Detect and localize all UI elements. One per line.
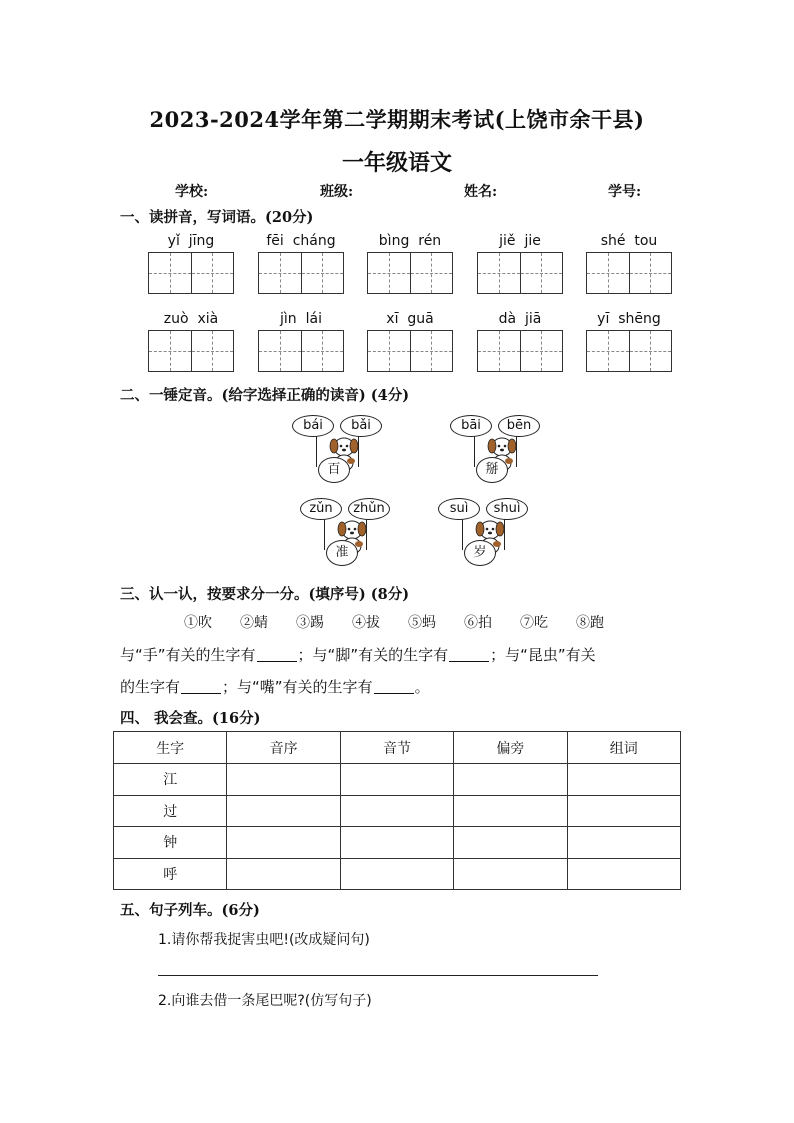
end-period: 。 bbox=[414, 678, 430, 696]
tianzi-cell[interactable] bbox=[630, 331, 672, 371]
tianzi-grid[interactable] bbox=[367, 252, 453, 294]
pinyin-syllable: dà bbox=[498, 311, 517, 327]
pinyin-syllable: jiā bbox=[525, 311, 542, 327]
tianzi-cell[interactable] bbox=[478, 253, 521, 293]
pinyin-label bbox=[475, 233, 565, 249]
answer-cell[interactable] bbox=[567, 827, 680, 859]
class-label: 班级: bbox=[320, 184, 354, 200]
answer-cell[interactable] bbox=[454, 827, 567, 859]
pinyin-choice-bubble[interactable]: shuì bbox=[486, 498, 528, 520]
tianzi-cell[interactable] bbox=[587, 253, 630, 293]
pinyin-label bbox=[584, 311, 674, 327]
pinyin-label bbox=[365, 311, 455, 327]
character-options bbox=[184, 612, 624, 632]
pronunciation-group bbox=[434, 498, 544, 578]
answer-cell[interactable] bbox=[227, 827, 340, 859]
pinyin-syllable: bìng bbox=[378, 233, 410, 249]
insect-prompt-cont: 的生字有 bbox=[120, 678, 181, 696]
classification-line-1 bbox=[120, 644, 596, 665]
pinyin-label bbox=[256, 233, 346, 249]
pinyin-syllable: rén bbox=[418, 233, 442, 249]
pinyin-syllable: shēng bbox=[618, 311, 661, 327]
foot-prompt: ；与“脚”有关的生字有 bbox=[297, 646, 449, 664]
sentence-question-1: 1.请你帮我捉害虫吧!(改成疑问句) bbox=[158, 932, 370, 948]
tianzi-grid[interactable] bbox=[148, 330, 234, 372]
pinyin-syllable: yǐ bbox=[167, 233, 180, 249]
tianzi-grid[interactable] bbox=[148, 252, 234, 294]
pinyin-syllable: jie bbox=[524, 233, 541, 249]
option-2: ②蜻 bbox=[240, 615, 268, 631]
target-character: 准 bbox=[326, 540, 358, 566]
insect-blank[interactable] bbox=[181, 693, 221, 694]
dictionary-lookup-table bbox=[113, 731, 681, 890]
pinyin-label bbox=[584, 233, 674, 249]
header-radical: 偏旁 bbox=[454, 732, 567, 764]
table-row bbox=[114, 858, 681, 890]
answer-cell[interactable] bbox=[567, 858, 680, 890]
pinyin-label bbox=[146, 233, 236, 249]
pinyin-syllable: jìn bbox=[280, 311, 297, 327]
row-char: 江 bbox=[114, 764, 227, 796]
answer-cell[interactable] bbox=[454, 795, 567, 827]
pinyin-syllable: xī bbox=[386, 311, 399, 327]
name-label: 姓名: bbox=[464, 184, 498, 200]
tianzi-grid[interactable] bbox=[367, 330, 453, 372]
answer-cell[interactable] bbox=[567, 764, 680, 796]
exam-subtitle: 一年级语文 bbox=[341, 150, 452, 176]
pinyin-label bbox=[256, 311, 346, 327]
tianzi-cell[interactable] bbox=[521, 253, 563, 293]
tianzi-cell[interactable] bbox=[259, 253, 302, 293]
pinyin-label bbox=[475, 311, 565, 327]
tianzi-cell[interactable] bbox=[259, 331, 302, 371]
tianzi-cell[interactable] bbox=[149, 331, 192, 371]
table-header-row bbox=[114, 732, 681, 764]
balloon-string bbox=[316, 435, 317, 467]
tianzi-grid[interactable] bbox=[477, 252, 563, 294]
section5-title: 五、句子列车。(6分) bbox=[120, 902, 260, 919]
section2-title: 二、一锤定音。(给字选择正确的读音) (4分) bbox=[120, 387, 410, 404]
pinyin-syllable: shé bbox=[600, 233, 626, 249]
mouth-blank[interactable] bbox=[374, 693, 414, 694]
pinyin-choice-bubble[interactable]: suì bbox=[438, 498, 480, 520]
exam-title: 2023-2024学年第二学期期末考试(上饶市余干县) bbox=[149, 107, 645, 132]
pinyin-syllable: xià bbox=[197, 311, 219, 327]
pronunciation-group bbox=[296, 498, 406, 578]
balloon-string bbox=[324, 518, 325, 550]
pinyin-label bbox=[365, 233, 455, 249]
answer-cell[interactable] bbox=[454, 764, 567, 796]
section1-title: 一、读拼音，写词语。(20分) bbox=[120, 209, 314, 226]
pronunciation-group bbox=[446, 415, 556, 495]
option-1: ①吹 bbox=[184, 615, 212, 631]
tianzi-cell[interactable] bbox=[521, 331, 563, 371]
pinyin-syllable: lái bbox=[305, 311, 322, 327]
section3-title: 三、认一认，按要求分一分。(填序号) (8分) bbox=[120, 586, 410, 603]
answer-cell[interactable] bbox=[567, 795, 680, 827]
classification-line-2 bbox=[120, 676, 430, 697]
option-4: ④拔 bbox=[352, 615, 380, 631]
tianzi-cell[interactable] bbox=[302, 331, 344, 371]
tianzi-cell[interactable] bbox=[411, 331, 453, 371]
tianzi-grid[interactable] bbox=[258, 252, 344, 294]
target-character: 掰 bbox=[476, 457, 508, 483]
answer-cell[interactable] bbox=[227, 858, 340, 890]
pronunciation-group bbox=[288, 415, 398, 495]
option-5: ⑤蚂 bbox=[408, 615, 436, 631]
tianzi-grid[interactable] bbox=[586, 330, 672, 372]
student-id-label: 学号: bbox=[608, 184, 642, 200]
pinyin-syllable: yī bbox=[597, 311, 610, 327]
hand-prompt: 与“手”有关的生字有 bbox=[120, 646, 256, 664]
pinyin-choice-bubble[interactable]: bāi bbox=[450, 415, 492, 437]
section4-title: 四、 我会查。(16分) bbox=[120, 710, 261, 727]
header-syllable: 音节 bbox=[340, 732, 453, 764]
pinyin-choice-bubble[interactable]: bǎi bbox=[340, 415, 382, 437]
pinyin-choice-bubble[interactable]: zhǔn bbox=[348, 498, 390, 520]
target-character: 岁 bbox=[464, 540, 496, 566]
pinyin-syllable: guā bbox=[407, 311, 434, 327]
option-7: ⑦吃 bbox=[520, 615, 548, 631]
balloon-string bbox=[474, 435, 475, 467]
header-initial: 音序 bbox=[227, 732, 340, 764]
target-character: 百 bbox=[318, 457, 350, 483]
tianzi-cell[interactable] bbox=[149, 253, 192, 293]
school-label: 学校: bbox=[175, 184, 209, 200]
tianzi-cell[interactable] bbox=[302, 253, 344, 293]
tianzi-cell[interactable] bbox=[368, 331, 411, 371]
tianzi-cell[interactable] bbox=[587, 331, 630, 371]
table-row bbox=[114, 795, 681, 827]
balloon-string bbox=[462, 518, 463, 550]
pinyin-label bbox=[146, 311, 236, 327]
table-row bbox=[114, 827, 681, 859]
tianzi-grid[interactable] bbox=[477, 330, 563, 372]
pinyin-choice-bubble[interactable]: bái bbox=[292, 415, 334, 437]
answer-cell[interactable] bbox=[340, 827, 453, 859]
tianzi-cell[interactable] bbox=[478, 331, 521, 371]
answer-cell[interactable] bbox=[340, 795, 453, 827]
pinyin-choice-bubble[interactable]: bēn bbox=[498, 415, 540, 437]
tianzi-grid[interactable] bbox=[258, 330, 344, 372]
row-char: 呼 bbox=[114, 858, 227, 890]
pinyin-syllable: cháng bbox=[292, 233, 336, 249]
tianzi-cell[interactable] bbox=[411, 253, 453, 293]
pinyin-syllable: jiě bbox=[499, 233, 516, 249]
hand-blank[interactable] bbox=[257, 661, 297, 662]
tianzi-grid[interactable] bbox=[586, 252, 672, 294]
answer-cell[interactable] bbox=[340, 858, 453, 890]
answer-cell[interactable] bbox=[227, 795, 340, 827]
sentence-question-2: 2.向谁去借一条尾巴呢?(仿写句子) bbox=[158, 993, 372, 1009]
option-3: ③踢 bbox=[296, 615, 324, 631]
option-6: ⑥拍 bbox=[464, 615, 492, 631]
pinyin-syllable: zuò bbox=[163, 311, 189, 327]
pinyin-syllable: fēi bbox=[266, 233, 284, 249]
pinyin-syllable: jīng bbox=[188, 233, 215, 249]
pinyin-choice-bubble[interactable]: zǔn bbox=[300, 498, 342, 520]
insect-prompt: ；与“昆虫”有关 bbox=[490, 646, 596, 664]
header-word: 组词 bbox=[567, 732, 680, 764]
answer-line-1[interactable] bbox=[158, 975, 598, 976]
tianzi-cell[interactable] bbox=[192, 331, 234, 371]
mouth-prompt: ；与“嘴”有关的生字有 bbox=[222, 678, 373, 696]
row-char: 过 bbox=[114, 795, 227, 827]
table-row bbox=[114, 764, 681, 796]
pinyin-syllable: tou bbox=[634, 233, 658, 249]
answer-cell[interactable] bbox=[340, 764, 453, 796]
tianzi-cell[interactable] bbox=[368, 253, 411, 293]
student-info-row bbox=[0, 181, 794, 201]
tianzi-cell[interactable] bbox=[192, 253, 234, 293]
answer-cell[interactable] bbox=[454, 858, 567, 890]
header-char: 生字 bbox=[114, 732, 227, 764]
answer-cell[interactable] bbox=[227, 764, 340, 796]
option-8: ⑧跑 bbox=[576, 615, 604, 631]
row-char: 钟 bbox=[114, 827, 227, 859]
tianzi-cell[interactable] bbox=[630, 253, 672, 293]
foot-blank[interactable] bbox=[449, 661, 489, 662]
